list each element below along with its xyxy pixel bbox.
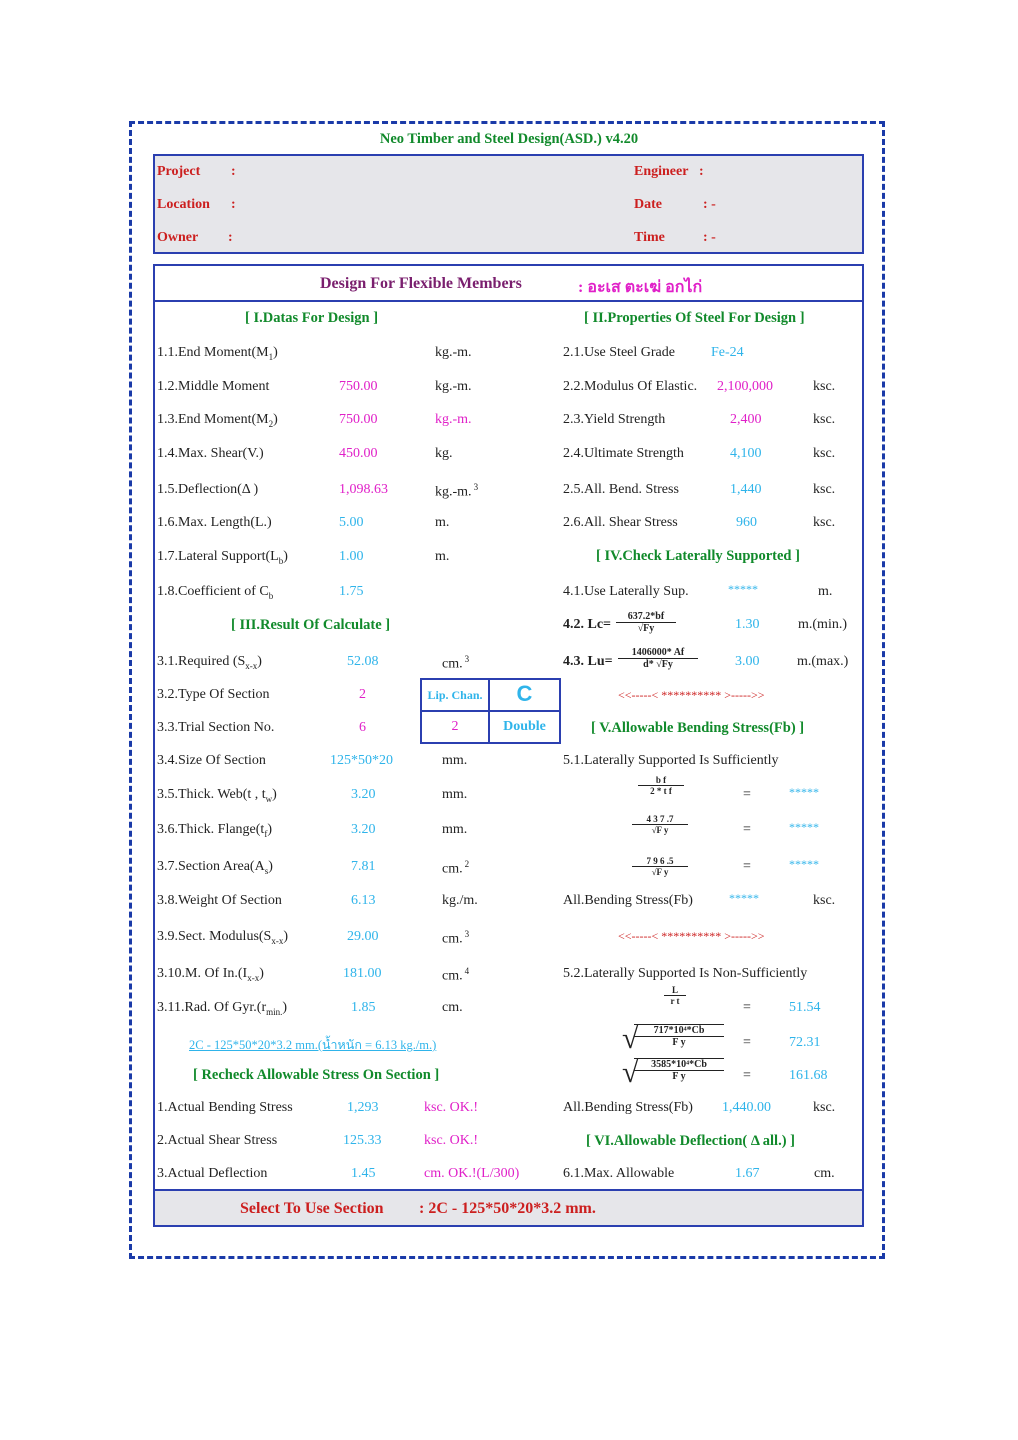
property-row-value: 1,440 [730,482,762,497]
data-row-label: 1.2.Middle Moment [157,379,270,394]
data-row-label: 1.3.End $Moment(M_2)$ [157,412,278,429]
property-row-label: 2.5.All. Bend. Stress [563,482,679,497]
section6-heading: [ VI.Allowable Deflection( Δ all.) ] [586,1133,795,1149]
section-summary-link[interactable]: 2C - 125*50*20*3.2 mm.(น้ำหนัก = 6.13 kg./m.) [189,1038,437,1052]
property-row-unit: ksc. [813,446,836,461]
footer-value: : 2C - 125*50*20*3.2 mm. [419,1200,596,1217]
result-row-value: 3.20 [351,787,376,802]
design-title: Design For Flexible Members [320,275,522,292]
data-row-value: 5.00 [339,515,364,530]
max-allowable-unit: cm. [814,1166,835,1181]
data-row-unit: kg.-m. [435,412,472,427]
result-row-value: 125*50*20 [330,753,393,768]
result-row-label: 3.5.Thick. Web(t , $t_w$) [157,787,277,804]
location-label: Location [157,197,210,212]
lu-formula: $\frac{1406000* Af}{d* √Fy}$ [618,647,698,670]
fb2-label: All.Bending Stress(Fb) [563,1100,693,1115]
limit2-formula: $\frac{7 9 6 .5}{\text{√F y}}$ [632,856,688,877]
property-row-value: 2,100,000 [717,379,773,394]
lu-unit: m.(max.) [797,654,849,669]
result-row-unit: cm. $^2$ [442,859,470,877]
result-row-unit: cm. $^3$ [442,929,470,947]
project-label: Project [157,164,201,179]
recheck-row-label: 1.Actual Bending Stress [157,1100,293,1115]
project-value: : [231,164,236,179]
data-row-label: 1.7.Lateral $Support(L_b)$ [157,549,288,566]
property-row-label: 2.1.Use Steel Grade [563,345,675,360]
result-row-value: 7.81 [351,859,376,874]
result-row-unit: mm. [442,822,468,837]
result-row-unit: cm. $^4$ [442,966,470,984]
recheck-row-status: cm. OK.!(L/300) [424,1166,520,1181]
sqrt-sign-1: √ [622,1022,639,1055]
result-row-value: 3.20 [351,822,376,837]
result-row-value: 181.00 [343,966,382,981]
result-row-value: 1.85 [351,1000,376,1015]
date-label: Date [634,197,662,212]
limit3-value: 72.31 [789,1035,821,1050]
data-row-value: 750.00 [339,379,378,394]
laterally-sup-label: 4.1.Use Laterally Sup. [563,584,689,599]
non-sufficient-label: 5.2.Laterally Supported Is Non-Sufficiently [563,966,808,981]
engineer-value: : [699,164,704,179]
channel-type-cell: C [488,678,561,712]
recheck-row-value: 125.33 [343,1133,382,1148]
location-value: : [231,197,236,212]
owner-label: Owner [157,230,199,245]
property-row-unit: ksc. [813,379,836,394]
double-cell: Double [488,710,561,744]
result-row-label: 3.1.Required $(S_{x-x})$ [157,654,262,671]
project-info-box [153,154,864,254]
result-row-label: 3.8.Weight Of Section [157,893,282,908]
limit2-eq: = [743,859,751,874]
section4-heading: [ IV.Check Laterally Supported ] [596,548,800,564]
result-row-value: 52.08 [347,654,379,669]
l-rt-formula: $\frac{L}{\text{r t}}$ [664,985,686,1006]
sqrt-sign-2: √ [622,1056,639,1089]
laterally-sup-value: ***** [728,582,758,596]
data-row-value: 1.75 [339,584,364,599]
limit1-formula: $\frac{4 3 7 .7}{\text{√F y}}$ [632,814,688,835]
property-row-value: Fe-24 [711,345,744,360]
result-row-unit: mm. [442,787,468,802]
data-row-label: 1.1.End $Moment(M_1)$ [157,345,278,362]
lc-label: 4.2. Lc= [563,617,612,632]
fb2-value: 1,440.00 [722,1100,771,1115]
result-row-unit: kg./m. [442,893,478,908]
result-row-unit: cm. [442,1000,463,1015]
result-row-unit: mm. [442,753,468,768]
property-row-unit: ksc. [813,412,836,427]
data-row-unit: kg.-m. $^3$ [435,482,479,500]
property-row-label: 2.4.Ultimate Strength [563,446,684,461]
result-row-label: 3.4.Size Of Section [157,753,266,768]
data-row-label: 1.8.Coefficient of $C_b$ [157,584,274,601]
result-row-label: 3.11.Rad. Of $Gyr.(r_{min.})$ [157,1000,288,1017]
limit4-eq: = [743,1068,751,1083]
property-row-label: 2.3.Yield Strength [563,412,666,427]
engineer-label: Engineer [634,164,689,179]
sufficient-label: 5.1.Laterally Supported Is Sufficiently [563,753,779,768]
recheck-row-label: 2.Actual Shear Stress [157,1133,278,1148]
property-row-value: 4,100 [730,446,762,461]
lu-value: 3.00 [735,654,760,669]
recheck-row-status: ksc. OK.! [424,1100,479,1115]
bf-ratio-value: ***** [789,785,819,799]
data-row-value: 750.00 [339,412,378,427]
result-row-value: 6.13 [351,893,376,908]
l-rt-eq: = [743,1000,751,1015]
data-row-value: 450.00 [339,446,378,461]
result-row-unit: cm. $^3$ [442,654,470,672]
data-row-unit: kg.-m. [435,379,472,394]
fb1-label: All.Bending Stress(Fb) [563,893,693,908]
result-row-label: 3.9.Sect. $Modulus(S_{x-x})$ [157,929,289,946]
section4-arrow: <<-----< ********** >----->> [618,688,765,702]
section3-heading: [ III.Result Of Calculate ] [231,617,391,633]
data-row-unit: m. [435,549,450,564]
date-value: : - [703,197,716,212]
recheck-row-status: ksc. OK.! [424,1133,479,1148]
data-row-unit: m. [435,515,450,530]
property-row-label: 2.6.All. Shear Stress [563,515,678,530]
fb2-unit: ksc. [813,1100,836,1115]
time-value: : - [703,230,716,245]
limit3-formula: $\frac{\text{717*10⁴*Cb}}{\text{F y}}$ [634,1024,724,1048]
laterally-sup-unit: m. [818,584,833,599]
lc-unit: m.(min.) [798,617,847,632]
design-subtitle: : อะเส ตะเฆ่ อกไก่ [578,279,703,296]
section1-heading: [ I.Datas For Design ] [245,310,379,326]
fb1-value: ***** [729,891,759,905]
result-row-value: 6 [359,720,366,735]
limit4-value: 161.68 [789,1068,828,1083]
section5-heading: [ V.Allowable Bending Stress(Fb) ] [591,720,805,736]
result-row-label: 3.3.Trial Section No. [157,720,275,735]
lip-channel-cell: Lip. Chan. [420,678,490,712]
result-row-label: 3.7.Section $Area(A_s)$ [157,859,273,876]
data-row-unit: kg.-m. [435,345,472,360]
section-count-cell: 2 [420,710,490,744]
fb1-unit: ksc. [813,893,836,908]
result-row-label: 3.6.Thick. $Flange(t_f)$ [157,822,272,839]
recheck-row-value: 1.45 [351,1166,376,1181]
design-divider [155,300,862,302]
limit2-value: ***** [789,857,819,871]
data-row-value: 1,098.63 [339,482,388,497]
limit1-value: ***** [789,820,819,834]
result-row-value: 29.00 [347,929,379,944]
footer-label: Select To Use Section [240,1200,384,1217]
lu-label: 4.3. Lu= [563,654,613,669]
property-row-unit: ksc. [813,515,836,530]
time-label: Time [634,230,665,245]
report-title: Neo Timber and Steel Design(ASD.) v4.20 [379,131,639,147]
property-row-value: 2,400 [730,412,762,427]
data-row-value: 1.00 [339,549,364,564]
lc-formula: $\frac{637.2*bf}{√Fy}$ [616,611,676,634]
limit4-formula: $\frac{\text{3585*10⁴*Cb}}{\text{F y}}$ [634,1058,724,1082]
limit1-eq: = [743,822,751,837]
recheck-heading: [ Recheck Allowable Stress On Section ] [193,1067,440,1083]
recheck-row-value: 1,293 [347,1100,379,1115]
property-row-value: 960 [736,515,757,530]
lc-value: 1.30 [735,617,760,632]
limit3-eq: = [743,1035,751,1050]
section2-heading: [ II.Properties Of Steel For Design ] [584,310,805,326]
recheck-row-label: 3.Actual Deflection [157,1166,268,1181]
owner-value: : [228,230,233,245]
property-row-label: 2.2.Modulus Of Elastic. [563,379,698,394]
result-row-label: 3.10.M. Of $In.(I_{x-x})$ [157,966,264,983]
bf-ratio-eq: = [743,787,751,802]
max-allowable-label: 6.1.Max. Allowable [563,1166,675,1181]
max-allowable-value: 1.67 [735,1166,760,1181]
bf-ratio-formula: $\frac{\text{b f}}{\text{2 * t f}}$ [638,775,684,796]
property-row-unit: ksc. [813,482,836,497]
section5-arrow: <<-----< ********** >----->> [618,929,765,943]
result-row-label: 3.2.Type Of Section [157,687,270,702]
data-row-label: 1.6.Max. Length(L.) [157,515,272,530]
data-row-unit: kg. [435,446,453,461]
result-row-value: 2 [359,687,366,702]
data-row-label: 1.4.Max. Shear(V.) [157,446,264,461]
data-row-label: 1.5.Deflection(Δ ) [157,482,259,497]
l-rt-value: 51.54 [789,1000,821,1015]
